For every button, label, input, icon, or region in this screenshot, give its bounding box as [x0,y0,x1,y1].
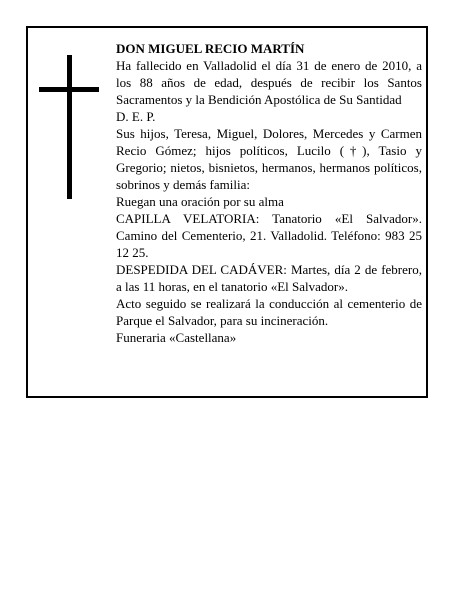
farewell-information: DESPEDIDA DEL CADÁVER: Martes, día 2 de febrero, a las 11 horas, en el tanatorio «El Salvador». [116,262,422,294]
obituary-notice [26,26,428,398]
prayer-request: Ruegan una oración por su alma [116,194,284,209]
funeral-home: Funeraria «Castellana» [116,330,237,345]
cross-vertical-bar [67,55,72,199]
death-announcement: Ha fallecido en Valladolid el día 31 de enero de 2010, a los 88 años de edad, después de recibir los Santos Sacramentos y la Bendición Apostólica de Su Santidad [116,58,422,107]
procession-information: Acto seguido se realizará la conducción al cementerio de Parque el Salvador, para su incineración. [116,296,422,328]
latin-cross-icon [39,55,99,199]
cross-horizontal-bar [39,87,99,92]
family-members: Sus hijos, Teresa, Miguel, Dolores, Mercedes y Carmen Recio Gómez; hijos políticos, Lucilo (†), Tasio y Gregorio; nietos, bisnietos, hermanos, hermanos políticos, sobrinos y demás familia: [116,126,422,192]
deceased-name: DON MIGUEL RECIO MARTÍN [116,41,305,56]
dep-abbreviation: D. E. P. [116,109,156,124]
chapel-information: CAPILLA VELATORIA: Tanatorio «El Salvador». Camino del Cementerio, 21. Valladolid. Teléfono: 983 25 12 25. [116,211,422,260]
notice-text [116,40,422,346]
